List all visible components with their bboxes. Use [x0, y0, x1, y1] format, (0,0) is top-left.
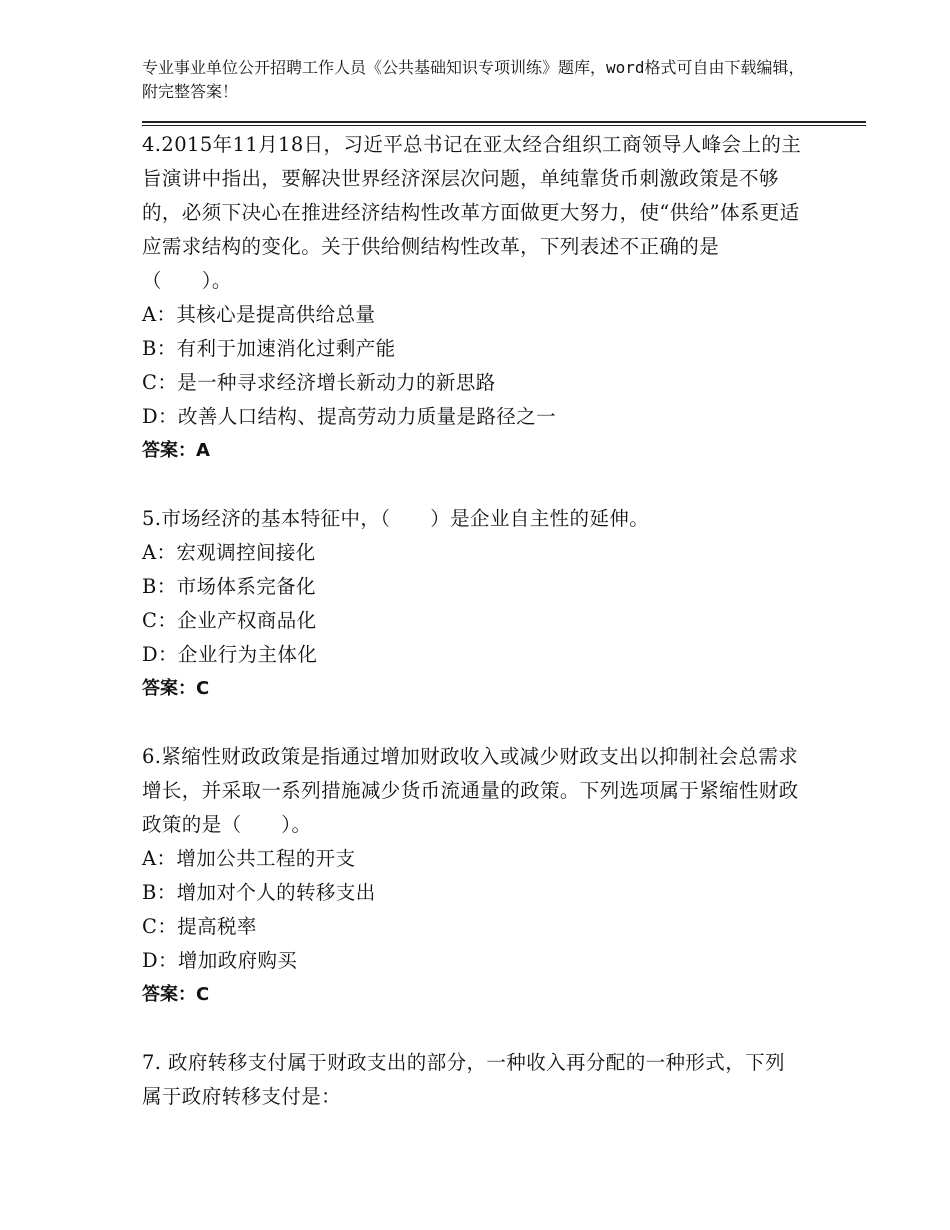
question-stem: 4.2015年11月18日，习近平总书记在亚太经合组织工商领导人峰会上的主旨演讲中指出，要解决世界经济深层次问题，单纯靠货币刺激政策是不够的，必须下决心在推进经济结构性改革方面做更大努力，使“供给”体系更适应需求结构的变化。关于供给侧结构性改革，下列表述不正确的是（ ）。: [142, 133, 802, 292]
question-4: [142, 128, 802, 468]
question-stem: 6.紧缩性财政政策是指通过增加财政收入或减少财政支出以抑制社会总需求增长，并采取一系列措施减少货币流通量的政策。下列选项属于紧缩性财政政策的是（ ）。: [142, 745, 799, 836]
question-stem: 5.市场经济的基本特征中，（ ）是企业自主性的延伸。: [142, 507, 650, 530]
option-b: B：市场体系完备化: [142, 575, 316, 598]
header-rule-thin: [142, 125, 866, 126]
option-c: C：企业产权商品化: [142, 609, 317, 632]
option-a: A：宏观调控间接化: [142, 541, 316, 564]
document-header: 专业事业单位公开招聘工作人员《公共基础知识专项训练》题库，word格式可自由下载编辑，附完整答案！: [142, 58, 805, 101]
option-a: A：增加公共工程的开支: [142, 847, 356, 870]
header-rule-thick: [142, 121, 866, 123]
option-d: D：改善人口结构、提高劳动力质量是路径之一: [142, 405, 557, 428]
option-a: A：其核心是提高供给总量: [142, 303, 376, 326]
question-6: [142, 740, 802, 1012]
option-d: D：企业行为主体化: [142, 643, 318, 666]
option-b: B：增加对个人的转移支出: [142, 881, 376, 904]
question-stem: 7. 政府转移支付属于财政支出的部分，一种收入再分配的一种形式，下列属于政府转移支付是：: [142, 1051, 785, 1108]
question-5: [142, 502, 802, 706]
answer: 答案：A: [142, 440, 210, 461]
option-d: D：增加政府购买: [142, 949, 298, 972]
answer: 答案：C: [142, 984, 210, 1005]
answer: 答案：C: [142, 678, 210, 699]
question-list: [142, 128, 802, 1114]
option-b: B：有利于加速消化过剩产能: [142, 337, 396, 360]
question-7: [142, 1046, 802, 1114]
option-c: C：是一种寻求经济增长新动力的新思路: [142, 371, 496, 394]
option-c: C：提高税率: [142, 915, 257, 938]
